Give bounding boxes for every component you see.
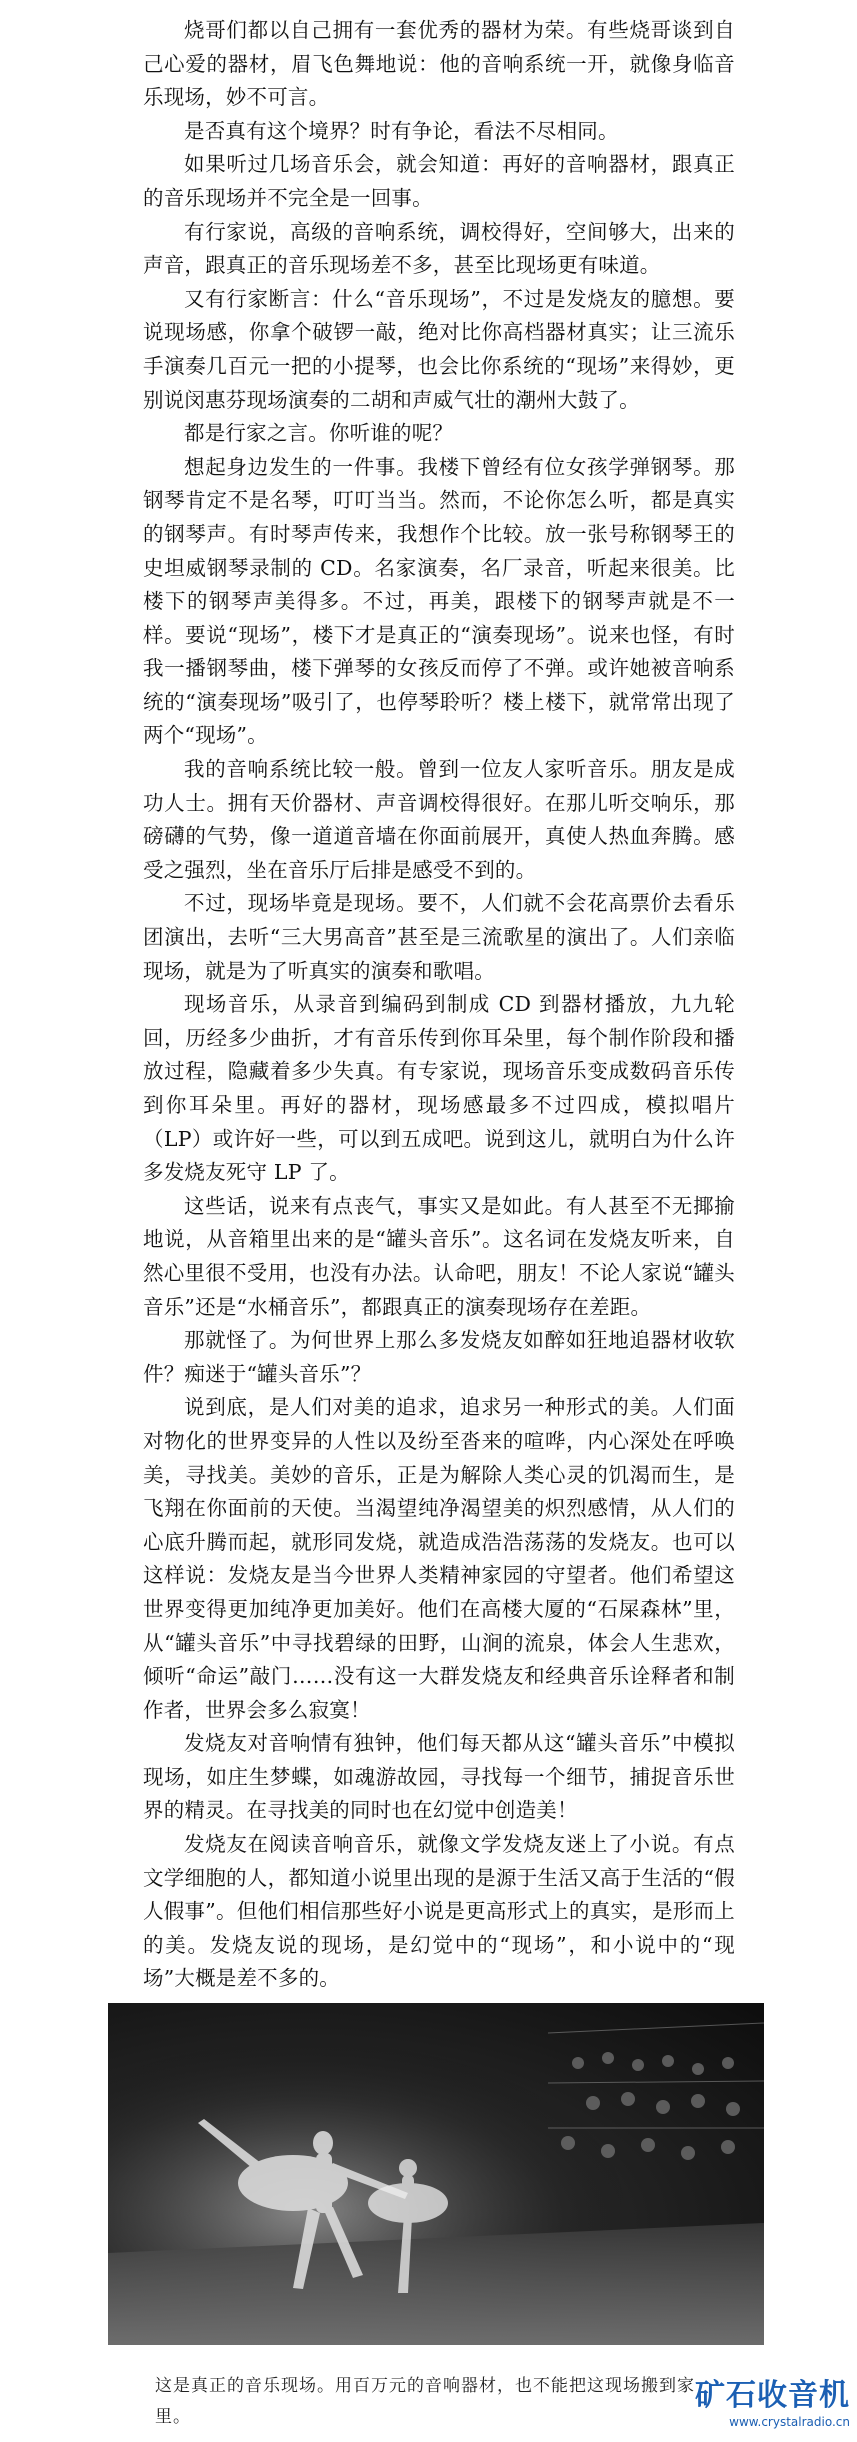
site-watermark (690, 2378, 850, 2436)
paragraph: 又有行家断言：什么“音乐现场”，不过是发烧友的臆想。要说现场感，你拿个破锣一敲，绝对比你高档器材真实；让三流乐手演奏几百元一把的小提琴，也会比你系统的“现场”来得妙，更别说闵惠芬现场演奏的二胡和声威气壮的潮州大鼓了。 (143, 286, 735, 412)
ballet-stage-photo-icon (108, 2003, 764, 2345)
paragraph: 有行家说，高级的音响系统，调校得好，空间够大，出来的声音，跟真正的音乐现场差不多，甚至比现场更有味道。 (143, 219, 735, 278)
paragraph: 发烧友对音响情有独钟，他们每天都从这“罐头音乐”中模拟现场，如庄生梦蝶，如魂游故园，寻找每一个细节，捕捉音乐世界的精灵。在寻找美的同时也在幻觉中创造美！ (143, 1731, 735, 1823)
caption-text: 这是真正的音乐现场。用百万元的音响器材，也不能把这现场搬到家里。 (155, 2376, 695, 2427)
article-body (143, 14, 735, 1996)
ballet-stage-photo (108, 2003, 764, 2345)
paragraph: 现场音乐，从录音到编码到制成 CD 到器材播放，九九轮回，历经多少曲折，才有音乐传到你耳朵里，每个制作阶段和播放过程，隐藏着多少失真。有专家说，现场音乐变成数码音乐传到你耳朵里。再好的器材，现场感最多不过四成，模拟唱片（LP）或许好一些，可以到五成吧。说到这儿，就明白为什么许多发烧友死守 LP 了。 (143, 992, 735, 1185)
paragraph: 如果听过几场音乐会，就会知道：再好的音响器材，跟真正的音乐现场并不完全是一回事。 (143, 152, 735, 210)
paragraph: 不过，现场毕竟是现场。要不，人们就不会花高票价去看乐团演出，去听“三大男高音”甚至是三流歌星的演出了。人们亲临现场，就是为了听真实的演奏和歌唱。 (143, 891, 735, 983)
paragraph: 说到底，是人们对美的追求，追求另一种形式的美。人们面对物化的世界变异的人性以及纷至沓来的喧哗，内心深处在呼唤美，寻找美。美妙的音乐，正是为解除人类心灵的饥渴而生，是飞翔在你面前的天使。当渴望纯净渴望美的炽烈感情，从人们的心底升腾而起，就形同发烧，就造成浩浩荡荡的发烧友。也可以这样说：发烧友是当今世界人类精神家园的守望者。他们希望这世界变得更加纯净更加美好。他们在高楼大厦的“石屎森林”里，从“罐头音乐”中寻找碧绿的田野，山涧的流泉，体会人生悲欢，倾听“命运”敲门……没有这一大群发烧友和经典音乐诠释者和制作者，世界会多么寂寞！ (143, 1395, 735, 1722)
paragraph: 我的音响系统比较一般。曾到一位友人家听音乐。朋友是成功人士。拥有天价器材、声音调校得很好。在那儿听交响乐，那磅礴的气势，像一道道音墙在你面前展开，真使人热血奔腾。感受之强烈，坐在音乐厅后排是感受不到的。 (143, 757, 735, 882)
paragraph: 那就怪了。为何世界上那么多发烧友如醉如狂地追器材收软件？痴迷于“罐头音乐”？ (143, 1328, 735, 1386)
paragraph: 发烧友在阅读音响音乐，就像文学发烧友迷上了小说。有点文学细胞的人，都知道小说里出现的是源于生活又高于生活的“假人假事”。但他们相信那些好小说是更高形式上的真实，是形而上的美。发烧友说的现场，是幻觉中的“现场”，和小说中的“现场”大概是差不多的。 (143, 1832, 735, 1991)
watermark-url: www.crystalradio.cn (729, 2415, 850, 2429)
paragraph: 这些话，说来有点丧气，事实又是如此。有人甚至不无揶揄地说，从音箱里出来的是“罐头音乐”。这名词在发烧友听来，自然心里很不受用，也没有办法。认命吧，朋友！不论人家说“罐头音乐”还是“水桶音乐”，都跟真正的演奏现场存在差距。 (143, 1193, 735, 1319)
watermark-text: 矿石收音机 (695, 2378, 850, 2413)
paragraph: 想起身边发生的一件事。我楼下曾经有位女孩学弹钢琴。那钢琴肯定不是名琴，叮叮当当。然而，不论你怎么听，都是真实的钢琴声。有时琴声传来，我想作个比较。放一张号称钢琴王的史坦威钢琴录制的 CD。名家演奏，名厂录音，听起来很美。比楼下的钢琴声美得多。不过，再美，跟楼下的钢琴声就是不一样。要说“现场”，楼下才是真正的“演奏现场”。说来也怪，有时我一播钢琴曲，楼下弹琴的女孩反而停了不弹。或许她被音响系统的“演奏现场”吸引了，也停琴聆听？楼上楼下，就常常出现了两个“现场”。 (143, 454, 735, 748)
paragraph: 是否真有这个境界？时有争论，看法不尽相同。 (184, 118, 619, 143)
photo-caption (155, 2371, 715, 2433)
paragraph: 都是行家之言。你听谁的呢？ (184, 421, 454, 446)
paragraph: 烧哥们都以自己拥有一套优秀的器材为荣。有些烧哥谈到自己心爱的器材，眉飞色舞地说：他的音响系统一开，就像身临音乐现场，妙不可言。 (143, 18, 735, 110)
